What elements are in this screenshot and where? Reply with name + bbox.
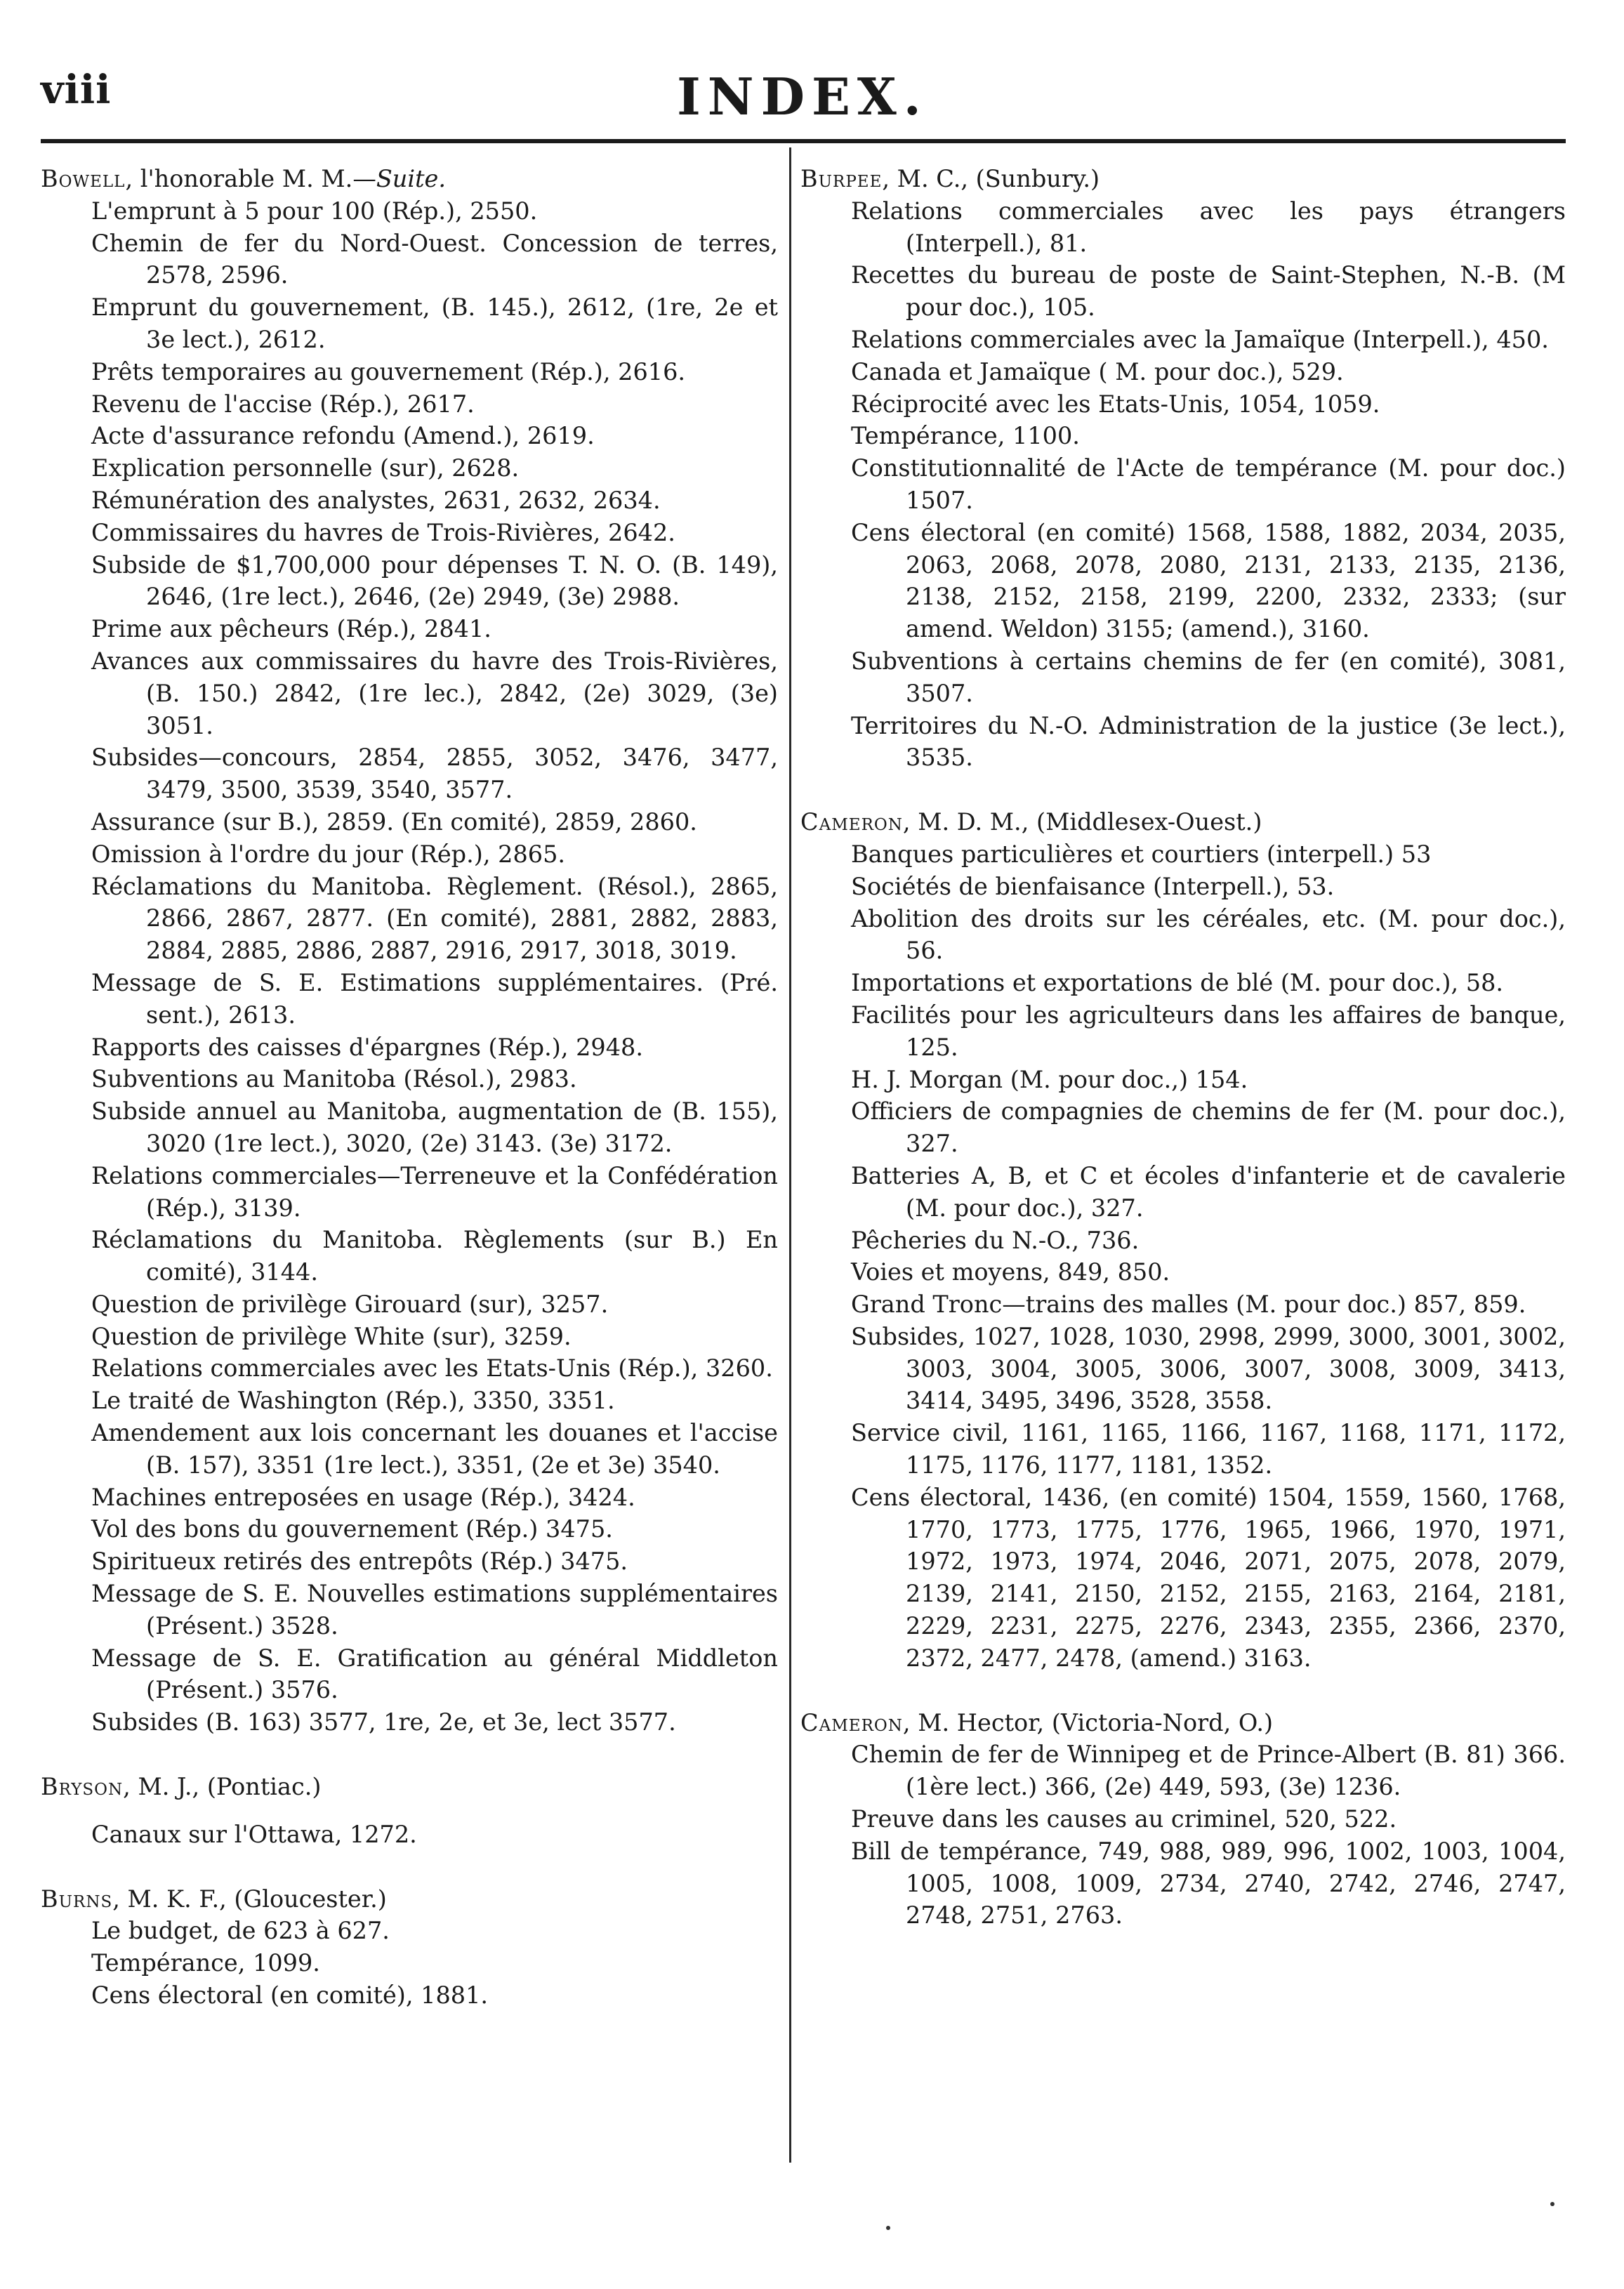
subentry: Machines entreposées en usage (Rép.), 3424. <box>91 1483 635 1511</box>
entry-heading <box>800 163 1566 195</box>
subentry: Banques particulières et courtiers (interpell.) 53 <box>851 840 1432 868</box>
member-name: Cameron <box>800 808 903 836</box>
member-name: Cameron <box>800 1708 903 1736</box>
subentry: Relations commerciales avec les Etats-Unis (Rép.), 3260. <box>91 1354 773 1383</box>
member-details: , l'honorable M. M.— <box>125 165 376 192</box>
subentry: Acte d'assurance refondu (Amend.), 2619. <box>91 422 595 450</box>
subentry: Cens électoral (en comité) 1568, 1588, 1882, 2034, 2035, 2063, 2068, 2078, 2080, 2131, 2133, 2135, 2136, 2138, 2152, 2158, 2199, 2200, 2332, 2333; (sur amend. Weldon) 3155; (amend.), 3160. <box>851 518 1566 643</box>
subentry: H. J. Morgan (M. pour doc.,) 154. <box>851 1065 1248 1093</box>
subentry: Canada et Jamaïque ( M. pour doc.), 529. <box>851 357 1344 385</box>
subentry: Rémunération des analystes, 2631, 2632, 2634. <box>91 486 661 514</box>
subentry: Prime aux pêcheurs (Rép.), 2841. <box>91 615 491 643</box>
subentry: Subside annuel au Manitoba, augmentation de (B. 155), 3020 (1re lect.), 3020, (2e) 3143. (3e) 3172. <box>91 1097 778 1157</box>
subentry: Canaux sur l'Ottawa, 1272. <box>91 1820 417 1848</box>
subentry: Vol des bons du gouvernement (Rép.) 3475. <box>91 1515 613 1543</box>
subentry: Message de S. E. Estimations supplémentaires. (Pré. sent.), 2613. <box>91 968 778 1029</box>
entry-heading <box>41 163 778 195</box>
subentry: Emprunt du gouvernement, (B. 145.), 2612, (1re, 2e et 3e lect.), 2612. <box>91 293 778 353</box>
subentry: Explication personnelle (sur), 2628. <box>91 454 520 482</box>
page-header <box>41 67 1564 137</box>
member-details: , M. Hector, (Victoria-Nord, O.) <box>902 1708 1274 1736</box>
subentry: Facilités pour les agriculteurs dans les affaires de banque, 125. <box>851 1001 1566 1061</box>
subentry: Territoires du N.-O. Administration de la justice (3e lect.), 3535. <box>851 711 1566 772</box>
subentry: Tempérance, 1099. <box>91 1949 320 1977</box>
subentry: Chemin de fer du Nord-Ouest. Concession de terres, 2578, 2596. <box>91 229 778 289</box>
subentry: Question de privilège White (sur), 3259. <box>91 1322 572 1350</box>
subentry: Subside de $1,700,000 pour dépenses T. N. O. (B. 149), 2646, (1re lect.), 2646, (2e) 2949, (3e) 2988. <box>91 550 778 611</box>
index-entry <box>800 806 1566 1675</box>
subentry: Réclamations du Manitoba. Règlement. (Résol.), 2865, 2866, 2867, 2877. (En comité), 2881, 2882, 2883, 2884, 2885, 2886, 2887, 2916, 2917, 3018, 3019. <box>91 872 778 965</box>
subentry: Revenu de l'accise (Rép.), 2617. <box>91 390 475 418</box>
subentry: Question de privilège Girouard (sur), 3257. <box>91 1290 609 1318</box>
subentry: Recettes du bureau de poste de Saint-Stephen, N.-B. (M pour doc.), 105. <box>851 261 1566 322</box>
page-number: viii <box>41 67 112 113</box>
page-title: INDEX. <box>677 67 928 126</box>
subentry: Tempérance, 1100. <box>851 422 1080 450</box>
entry-heading <box>800 806 1566 838</box>
index-entry <box>41 1771 778 1851</box>
subentry: Constitutionnalité de l'Acte de tempérance (M. pour doc.) 1507. <box>851 454 1566 514</box>
entry-heading <box>41 1771 778 1803</box>
subentry: Amendement aux lois concernant les douanes et l'accise (B. 157), 3351 (1re lect.), 3351, (2e et 3e) 3540. <box>91 1419 778 1479</box>
subentry: Cens électoral, 1436, (en comité) 1504, 1559, 1560, 1768, 1770, 1773, 1775, 1776, 1965, 1966, 1970, 1971, 1972, 1973, 1974, 2046, 2071, 2075, 2078, 2079, 2139, 2141, 2150, 2152, 2155, 2163, 2164, 2181, 2229, 2231, 2275, 2276, 2343, 2355, 2366, 2370, 2372, 2477, 2478, (amend.) 3163. <box>851 1483 1566 1672</box>
subentry: Réciprocité avec les Etats-Unis, 1054, 1059. <box>851 390 1380 418</box>
subentry: Prêts temporaires au gouvernement (Rép.), 2616. <box>91 357 686 385</box>
subentry: Chemin de fer de Winnipeg et de Prince-Albert (B. 81) 366. (1ère lect.) 366, (2e) 449, 593, (3e) 1236. <box>851 1741 1566 1801</box>
subentry: Omission à l'ordre du jour (Rép.), 2865. <box>91 840 566 868</box>
subentry: Sociétés de bienfaisance (Interpell.), 53. <box>851 872 1335 900</box>
subentry: Relations commerciales avec les pays étrangers (Interpell.), 81. <box>851 197 1566 257</box>
subentry: Le traité de Washington (Rép.), 3350, 3351. <box>91 1387 615 1415</box>
column-divider <box>789 147 791 2163</box>
member-name: Bowell <box>41 165 126 192</box>
subentry: Importations et exportations de blé (M. pour doc.), 58. <box>851 969 1504 997</box>
subentry: Subsides, 1027, 1028, 1030, 2998, 2999, 3000, 3001, 3002, 3003, 3004, 3005, 3006, 3007, 3008, 3009, 3413, 3414, 3495, 3496, 3528, 3558. <box>851 1322 1566 1415</box>
subentry: L'emprunt à 5 pour 100 (Rép.), 2550. <box>91 197 538 225</box>
continued-marker: Suite. <box>376 165 447 192</box>
print-speck <box>1550 2202 1554 2206</box>
member-details: , M. C., (Sunbury.) <box>882 165 1100 192</box>
right-column <box>800 163 1566 1964</box>
print-speck <box>886 2226 890 2230</box>
index-entry <box>41 1883 778 2012</box>
subentry: Avances aux commissaires du havre des Trois-Rivières, (B. 150.) 2842, (1re lec.), 2842, (2e) 3029, (3e) 3051. <box>91 647 778 739</box>
subentry: Voies et moyens, 849, 850. <box>851 1258 1170 1286</box>
subentry: Batteries A, B, et C et écoles d'infanterie et de cavalerie (M. pour doc.), 327. <box>851 1161 1566 1222</box>
member-name: Burpee <box>800 165 883 192</box>
subentry: Subsides (B. 163) 3577, 1re, 2e, et 3e, lect 3577. <box>91 1708 676 1736</box>
member-details: , M. D. M., (Middlesex-Ouest.) <box>902 808 1262 836</box>
subentry: Subventions à certains chemins de fer (en comité), 3081, 3507. <box>851 647 1566 707</box>
member-details: , M. J., (Pontiac.) <box>123 1773 322 1801</box>
subentry: Relations commerciales avec la Jamaïque (Interpell.), 450. <box>851 325 1549 353</box>
header-rule <box>41 139 1566 143</box>
member-name: Burns <box>41 1885 113 1913</box>
index-entry <box>800 1707 1566 1932</box>
subentry: Cens électoral (en comité), 1881. <box>91 1981 489 2010</box>
entry-heading <box>41 1883 778 1915</box>
index-entry <box>41 163 778 1739</box>
subentry: Grand Tronc—trains des malles (M. pour doc.) 857, 859. <box>851 1291 1526 1319</box>
subentry: Commissaires du havres de Trois-Rivières, 2642. <box>91 518 675 546</box>
subentry: Réclamations du Manitoba. Règlements (sur B.) En comité), 3144. <box>91 1226 778 1286</box>
subentry: Bill de tempérance, 749, 988, 989, 996, 1002, 1003, 1004, 1005, 1008, 1009, 2734, 2740, 2742, 2746, 2747, 2748, 2751, 2763. <box>851 1837 1566 1930</box>
subentry: Message de S. E. Gratification au général Middleton (Présent.) 3576. <box>91 1644 778 1704</box>
left-column <box>41 163 778 2044</box>
subentry: Spiritueux retirés des entrepôts (Rép.) 3475. <box>91 1548 628 1576</box>
subentry: Relations commerciales—Terreneuve et la Confédération (Rép.), 3139. <box>91 1161 778 1222</box>
subentry: Assurance (sur B.), 2859. (En comité), 2859, 2860. <box>91 807 697 836</box>
entry-heading <box>800 1707 1566 1739</box>
subentry: Subventions au Manitoba (Résol.), 2983. <box>91 1065 577 1093</box>
subentry: Pêcheries du N.-O., 736. <box>851 1226 1140 1254</box>
subentry: Abolition des droits sur les céréales, etc. (M. pour doc.), 56. <box>851 904 1566 965</box>
member-name: Bryson <box>41 1773 124 1801</box>
index-entry <box>800 163 1566 774</box>
subentry: Service civil, 1161, 1165, 1166, 1167, 1168, 1171, 1172, 1175, 1176, 1177, 1181, 1352. <box>851 1419 1566 1479</box>
subentry: Message de S. E. Nouvelles estimations supplémentaires (Présent.) 3528. <box>91 1580 778 1640</box>
subentry: Officiers de compagnies de chemins de fer (M. pour doc.), 327. <box>851 1097 1566 1158</box>
subentry: Le budget, de 623 à 627. <box>91 1917 390 1945</box>
member-details: , M. K. F., (Gloucester.) <box>112 1885 387 1913</box>
subentry: Preuve dans les causes au criminel, 520, 522. <box>851 1805 1397 1833</box>
subentry: Subsides—concours, 2854, 2855, 3052, 3476, 3477, 3479, 3500, 3539, 3540, 3577. <box>91 744 778 804</box>
subentry: Rapports des caisses d'épargnes (Rép.), 2948. <box>91 1033 644 1061</box>
